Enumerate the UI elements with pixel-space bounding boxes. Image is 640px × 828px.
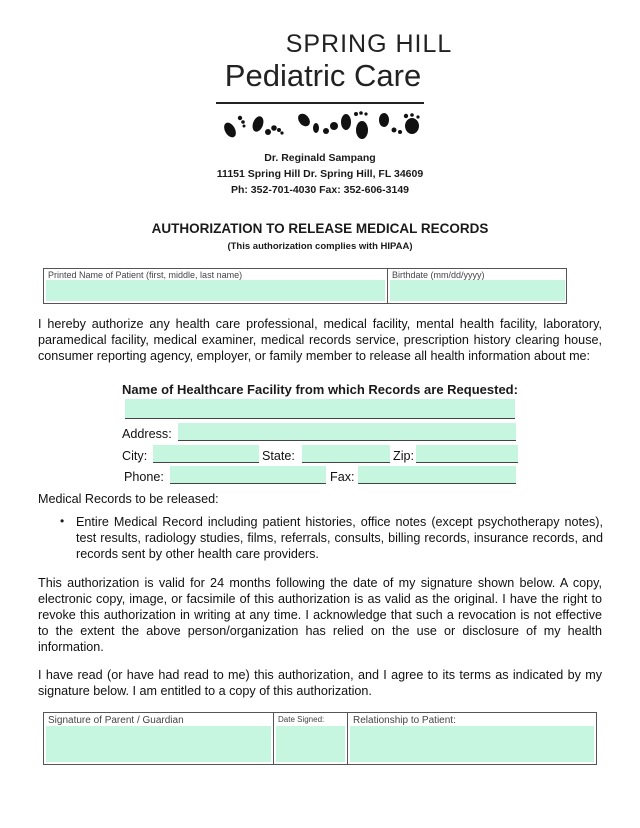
logo-divider — [216, 102, 424, 104]
agreement-paragraph: I have read (or have had read to me) this authorization, and I agree to its terms as indicated by my signature below. I am entitled to a copy of this authorization. — [38, 668, 602, 698]
birthdate-field[interactable] — [390, 280, 565, 301]
form-subtitle: (This authorization complies with HIPAA) — [227, 241, 413, 252]
facility-name-field[interactable] — [125, 399, 515, 419]
zip-field[interactable] — [416, 445, 518, 463]
clinic-phone-fax: Ph: 352-701-4030 Fax: 352-606-3149 — [230, 184, 410, 196]
fax-field[interactable] — [358, 466, 516, 484]
relationship-field[interactable] — [350, 726, 594, 762]
authorize-paragraph: I hereby authorize any health care professional, medical facility, mental health facility, laboratory, paramedical facility, medical examiner, medical records service, prescription history clearing house, consumer reporting agency, employer, or family member to release all health information about me: — [38, 317, 602, 363]
signature-label: Signature of Parent / Guardian — [48, 715, 184, 726]
footprints-icon — [216, 108, 426, 144]
state-label: State: — [262, 449, 295, 463]
address-label: Address: — [122, 427, 172, 441]
signature-cell-divider-1 — [273, 713, 274, 764]
state-field[interactable] — [302, 445, 390, 463]
clinic-address: 11151 Spring Hill Dr. Spring Hill, FL 34609 — [216, 168, 424, 180]
date-signed-field[interactable] — [276, 726, 345, 762]
bullet-marker: • — [60, 514, 65, 528]
city-field[interactable] — [153, 445, 259, 463]
form-title: AUTHORIZATION TO RELEASE MEDICAL RECORDS — [151, 221, 489, 236]
validity-paragraph: This authorization is valid for 24 months following the date of my signature shown below. A copy, electronic copy, image, or facsimile of this authorization is as valid as the original. I have the right to revoke this authorization in writing at any time. I acknowledge that such a revocation is not effective to the extent the above person/organization has relied on the use or disclosure of my health information. — [38, 576, 602, 654]
patient-cell-divider — [387, 269, 388, 303]
city-label: City: — [122, 449, 148, 463]
fax-label: Fax: — [330, 470, 355, 484]
signature-table — [43, 712, 597, 765]
date-signed-label: Date Signed: — [278, 715, 325, 724]
records-item: Entire Medical Record including patient histories, office notes (except psychotherapy notes), test results, radiology studies, films, referrals, consults, billing records, insurance records, and records sent by other health care providers. — [76, 515, 603, 561]
records-label: Medical Records to be released: — [38, 492, 219, 506]
patient-name-label: Printed Name of Patient (first, middle, last name) — [48, 270, 243, 280]
address-field[interactable] — [178, 423, 516, 441]
facility-heading: Name of Healthcare Facility from which Records are Requested: — [122, 382, 518, 397]
zip-label: Zip: — [393, 449, 414, 463]
patient-info-table — [43, 268, 567, 304]
relationship-label: Relationship to Patient: — [353, 715, 456, 726]
phone-label: Phone: — [124, 470, 164, 484]
signature-field[interactable] — [46, 726, 271, 762]
birthdate-label: Birthdate (mm/dd/yyyy) — [392, 270, 485, 280]
patient-name-field[interactable] — [46, 280, 385, 301]
logo-spring-hill: SPRING HILL — [285, 30, 453, 58]
phone-field[interactable] — [170, 466, 326, 484]
logo-pediatric-care: Pediatric Care — [224, 58, 422, 93]
signature-cell-divider-2 — [347, 713, 348, 764]
doctor-name: Dr. Reginald Sampang — [264, 152, 376, 164]
